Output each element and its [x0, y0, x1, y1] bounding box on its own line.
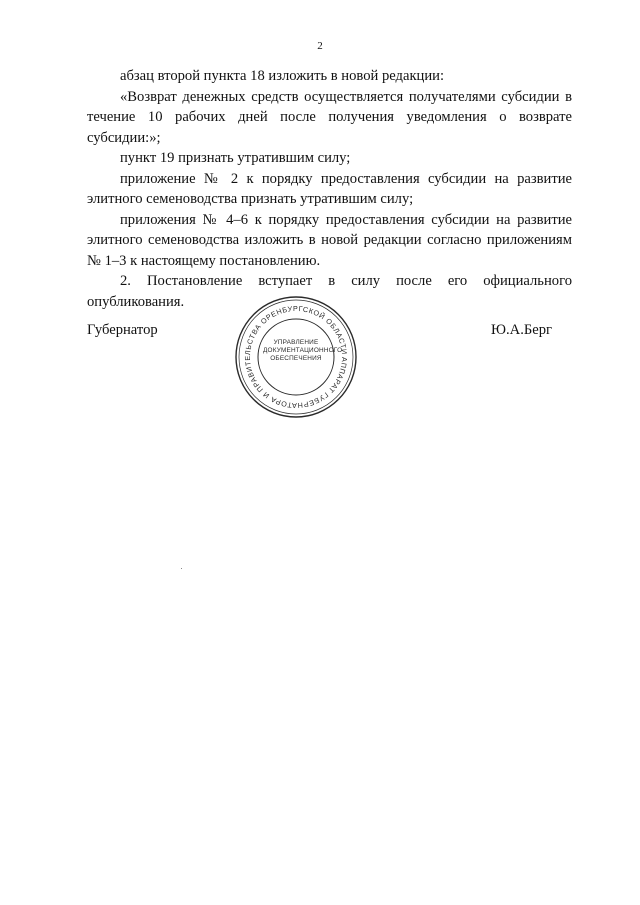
- paragraph-1: абзац второй пункта 18 изложить в новой редакции:: [120, 68, 445, 84]
- page-number: 2: [317, 40, 323, 52]
- paragraph-3: пункт 19 признать утратившим силу;: [120, 150, 351, 166]
- seal-center-line-3: ОБЕСПЕЧЕНИЯ: [270, 355, 322, 362]
- scan-speck: [181, 568, 182, 569]
- paragraph-2: «Возврат денежных средств осуществляется получателями субсидии в течение 10 рабочих дней после получения уведомления о возврате субсидии:»;: [87, 88, 572, 146]
- official-seal: [231, 292, 361, 422]
- paragraph-6: 2. Постановление вступает в силу после его официального опубликования.: [87, 273, 572, 310]
- paragraph-4: приложение № 2 к порядку предоставления субсидии на развитие элитного семеноводства признать утратившим силу;: [87, 170, 572, 207]
- seal-ring-text: АППАРАТ ГУБЕРНАТОРА И ПРАВИТЕЛЬСТВА ОРЕНБУРГСКОЙ ОБЛАСТИ: [242, 303, 350, 411]
- seal-center-text: [263, 339, 343, 363]
- signatory-name: Ю.А.Берг: [491, 322, 552, 338]
- document-body: [87, 66, 572, 312]
- paragraph-5: приложения № 4–6 к порядку предоставления субсидии на развитие элитного семеноводства изложить в новой редакции согласно приложениям № 1–3 к настоящему постановлению.: [87, 211, 572, 269]
- seal-center-line-2: ДОКУМЕНТАЦИОННОГО: [263, 347, 343, 354]
- seal-center-line-1: УПРАВЛЕНИЕ: [273, 339, 319, 346]
- signatory-position: Губернатор: [87, 322, 158, 338]
